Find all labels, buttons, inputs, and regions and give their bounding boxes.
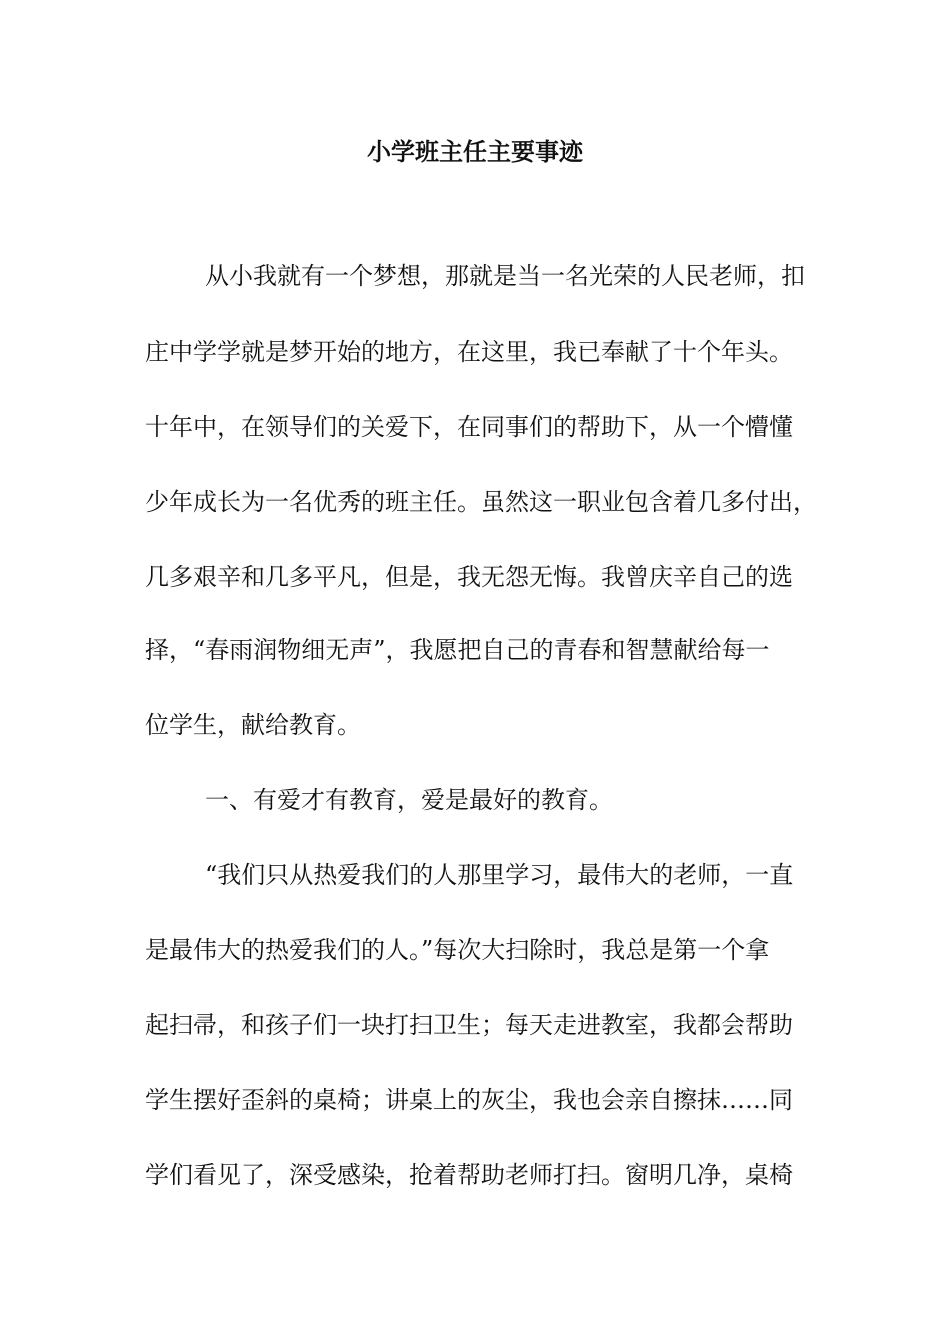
- paragraph-line: 起扫帚，和孩子们一块打扫卫生；每天走进教室，我都会帮助: [145, 1011, 793, 1039]
- paragraph-line: 学生摆好歪斜的桌椅；讲桌上的灰尘，我也会亲自擦抹……同: [145, 1086, 793, 1114]
- paragraph-line: 是最伟大的热爱我们的人。”每次大扫除时，我总是第一个拿: [145, 936, 770, 964]
- paragraph-line: 择，“春雨润物细无声”，我愿把自己的青春和智慧献给每一: [145, 636, 770, 664]
- paragraph-line: 从小我就有一个梦想，那就是当一名光荣的人民老师，扣: [205, 262, 805, 290]
- section-heading: 一、有爱才有教育，爱是最好的教育。: [205, 786, 613, 814]
- paragraph-line: 庄中学学就是梦开始的地方，在这里，我已奉献了十个年头。: [145, 338, 793, 366]
- paragraph-line: 学们看见了，深受感染，抢着帮助老师打扫。窗明几净，桌椅: [145, 1161, 793, 1189]
- document-title: 小学班主任主要事迹: [367, 137, 583, 166]
- paragraph-line: 位学生，献给教育。: [145, 711, 361, 739]
- paragraph-line: 十年中，在领导们的关爱下，在同事们的帮助下，从一个懵懂: [145, 413, 793, 441]
- paragraph-line: “我们只从热爱我们的人那里学习，最伟大的老师，一直: [205, 861, 794, 889]
- paragraph-line: 几多艰辛和几多平凡，但是，我无怨无悔。我曾庆辛自己的选: [145, 563, 793, 591]
- paragraph-line: 少年成长为一名优秀的班主任。虽然这一职业包含着几多付出，: [145, 488, 817, 516]
